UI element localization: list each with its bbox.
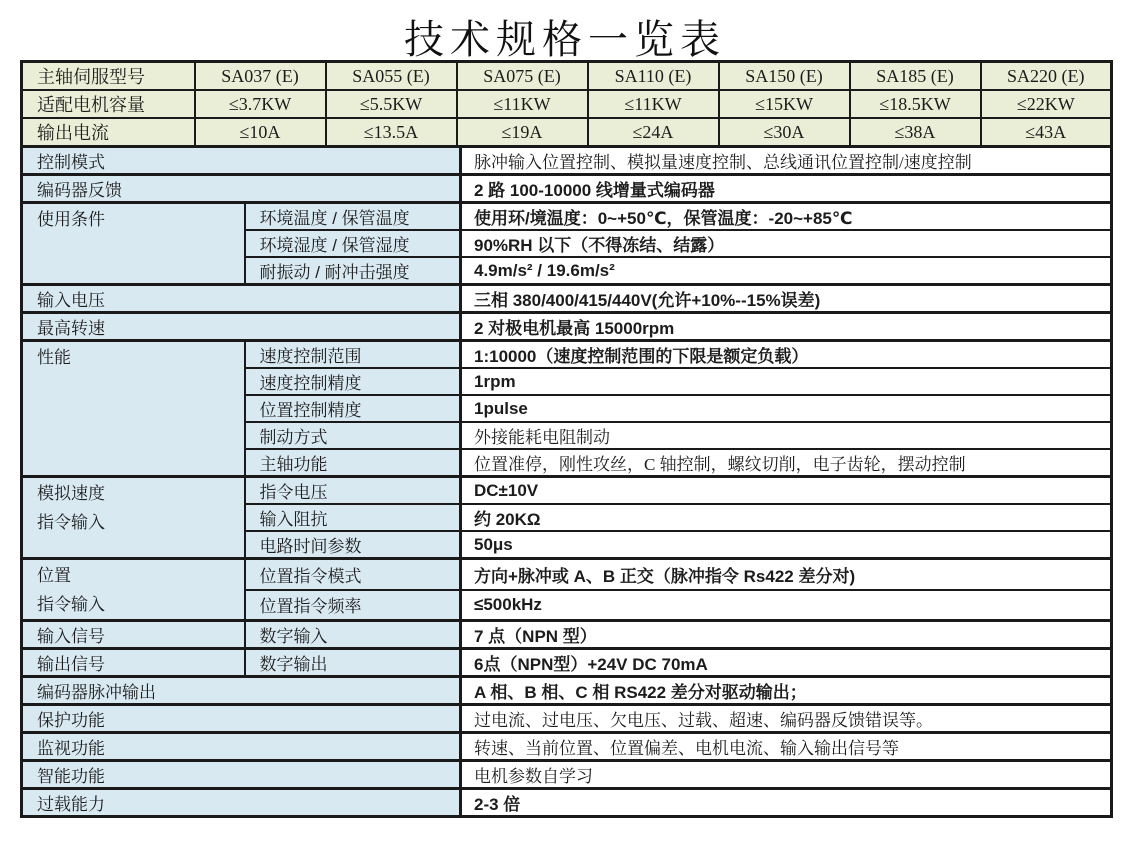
- capacity-cell: ≤11KW: [588, 90, 719, 118]
- spec-sub-label: 数字输出: [245, 649, 461, 677]
- table-row: [22, 649, 1112, 677]
- spec-sub-label: 位置指令频率: [245, 590, 461, 621]
- spec-sub-label: 输入阻抗: [245, 504, 461, 531]
- spec-label: 过载能力: [22, 789, 461, 817]
- spec-sub-label: 主轴功能: [245, 449, 461, 477]
- table-row: [22, 789, 1112, 817]
- spec-group-label-line: 指令输入: [37, 513, 105, 532]
- current-cell: ≤10A: [195, 118, 326, 147]
- model-row-label: 主轴伺服型号: [22, 62, 195, 91]
- model-cell: SA185 (E): [850, 62, 981, 91]
- spec-label: 最高转速: [22, 313, 461, 341]
- page-title: 技术规格一览表: [404, 17, 726, 62]
- current-cell: ≤19A: [457, 118, 588, 147]
- table-row: [22, 559, 1112, 590]
- capacity-cell: ≤22KW: [981, 90, 1112, 118]
- current-cell: ≤13.5A: [326, 118, 457, 147]
- table-row: [22, 147, 1112, 175]
- spec-label: 控制模式: [22, 147, 461, 175]
- table-row: [22, 285, 1112, 313]
- spec-value: 1:10000（速度控制范围的下限是额定负载）: [461, 341, 1112, 369]
- spec-value: 1rpm: [461, 368, 1112, 395]
- spec-value: 使用环/境温度：0~+50℃，保管温度：-20~+85℃: [461, 203, 1112, 231]
- specs-table: [20, 145, 1113, 818]
- spec-sub-label: 数字输入: [245, 621, 461, 649]
- spec-value: 位置准停，刚性攻丝，C 轴控制，螺纹切削，电子齿轮，摆动控制: [461, 449, 1112, 477]
- spec-value: 2-3 倍: [461, 789, 1112, 817]
- spec-label: 编码器脉冲输出: [22, 677, 461, 705]
- capacity-cell: ≤3.7KW: [195, 90, 326, 118]
- spec-value: 90%RH 以下（不得冻结、结露）: [461, 230, 1112, 257]
- table-row: [22, 705, 1112, 733]
- spec-label: 输入信号: [22, 621, 245, 649]
- motor-capacity-row: [22, 90, 1112, 118]
- spec-value: 2 路 100-10000 线增量式编码器: [461, 175, 1112, 203]
- current-row-label: 输出电流: [22, 118, 195, 147]
- spec-sub-label: 速度控制范围: [245, 341, 461, 369]
- spec-value: 脉冲输入位置控制、模拟量速度控制、总线通讯位置控制/速度控制: [461, 147, 1112, 175]
- spec-group-label-line: 位置: [37, 566, 71, 585]
- spec-sub-label: 环境温度 / 保管温度: [245, 203, 461, 231]
- output-current-row: [22, 118, 1112, 147]
- spec-value: 4.9m/s² / 19.6m/s²: [461, 257, 1112, 285]
- spec-value: 方向+脉冲或 A、B 正交（脉冲指令 Rs422 差分对): [461, 559, 1112, 590]
- model-cell: SA110 (E): [588, 62, 719, 91]
- table-row: [22, 203, 1112, 231]
- spec-value: 过电流、过电压、欠电压、过载、超速、编码器反馈错误等。: [461, 705, 1112, 733]
- spec-value: 约 20KΩ: [461, 504, 1112, 531]
- models-table: [20, 60, 1113, 148]
- spec-sub-label: 制动方式: [245, 422, 461, 449]
- spec-value: 三相 380/400/415/440V(允许+10%--15%误差): [461, 285, 1112, 313]
- spec-sub-label: 耐振动 / 耐冲击强度: [245, 257, 461, 285]
- spec-value: 2 对极电机最高 15000rpm: [461, 313, 1112, 341]
- spec-value: 50μs: [461, 531, 1112, 559]
- table-row: [22, 175, 1112, 203]
- table-row: [22, 677, 1112, 705]
- spec-sub-label: 环境湿度 / 保管湿度: [245, 230, 461, 257]
- capacity-cell: ≤11KW: [457, 90, 588, 118]
- spec-value: 电机参数自学习: [461, 761, 1112, 789]
- table-row: [22, 621, 1112, 649]
- spec-sub-label: 速度控制精度: [245, 368, 461, 395]
- spec-sub-label: 电路时间参数: [245, 531, 461, 559]
- spec-label: 输入电压: [22, 285, 461, 313]
- spec-value: 1pulse: [461, 395, 1112, 422]
- spec-group-label-line: 模拟速度: [37, 484, 105, 503]
- model-number-row: [22, 62, 1112, 91]
- table-row: [22, 733, 1112, 761]
- model-cell: SA150 (E): [719, 62, 850, 91]
- table-row: [22, 313, 1112, 341]
- model-cell: SA075 (E): [457, 62, 588, 91]
- table-row: [22, 341, 1112, 369]
- spec-sub-label: 指令电压: [245, 477, 461, 505]
- spec-value: DC±10V: [461, 477, 1112, 505]
- spec-group-label: [22, 477, 245, 559]
- current-cell: ≤24A: [588, 118, 719, 147]
- spec-label: 输出信号: [22, 649, 245, 677]
- spec-sub-label: 位置指令模式: [245, 559, 461, 590]
- spec-label: 保护功能: [22, 705, 461, 733]
- current-cell: ≤38A: [850, 118, 981, 147]
- spec-label: 编码器反馈: [22, 175, 461, 203]
- table-row: [22, 761, 1112, 789]
- model-cell: SA055 (E): [326, 62, 457, 91]
- table-row: [22, 477, 1112, 505]
- spec-sub-label: 位置控制精度: [245, 395, 461, 422]
- spec-group-label: [22, 559, 245, 621]
- spec-label: 智能功能: [22, 761, 461, 789]
- capacity-cell: ≤18.5KW: [850, 90, 981, 118]
- spec-label: 监视功能: [22, 733, 461, 761]
- model-cell: SA037 (E): [195, 62, 326, 91]
- current-cell: ≤43A: [981, 118, 1112, 147]
- spec-value: 6点（NPN型）+24V DC 70mA: [461, 649, 1112, 677]
- spec-group-label: 使用条件: [22, 203, 245, 285]
- capacity-row-label: 适配电机容量: [22, 90, 195, 118]
- spec-value: A 相、B 相、C 相 RS422 差分对驱动输出；: [461, 677, 1112, 705]
- spec-group-label: 性能: [22, 341, 245, 477]
- spec-value: 外接能耗电阻制动: [461, 422, 1112, 449]
- capacity-cell: ≤15KW: [719, 90, 850, 118]
- model-cell: SA220 (E): [981, 62, 1112, 91]
- spec-group-label-line: 指令输入: [37, 595, 105, 614]
- capacity-cell: ≤5.5KW: [326, 90, 457, 118]
- spec-value: ≤500kHz: [461, 590, 1112, 621]
- spec-value: 7 点（NPN 型）: [461, 621, 1112, 649]
- current-cell: ≤30A: [719, 118, 850, 147]
- spec-value: 转速、当前位置、位置偏差、电机电流、输入输出信号等: [461, 733, 1112, 761]
